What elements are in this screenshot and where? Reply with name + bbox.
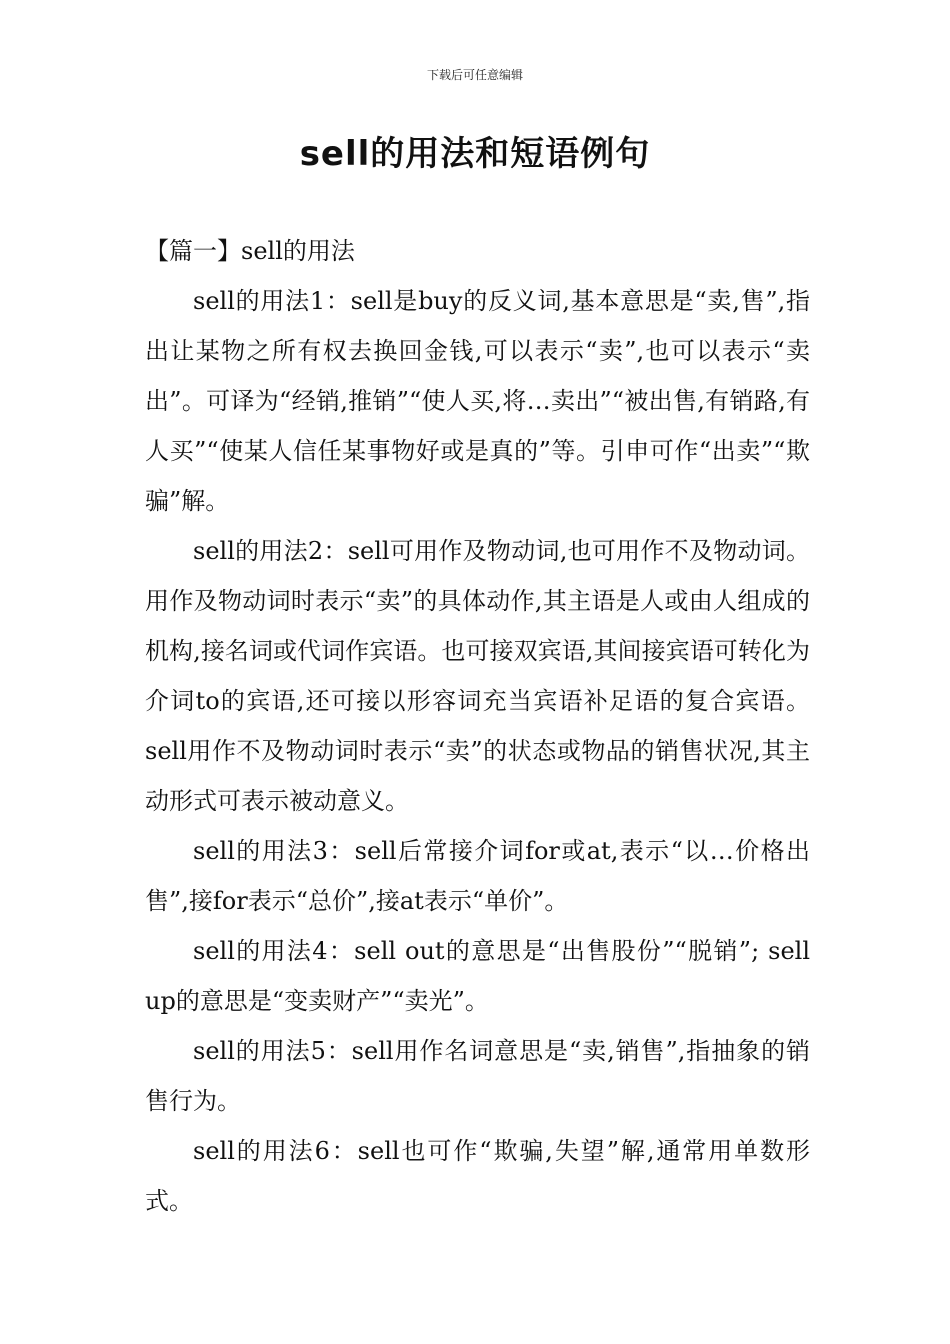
paragraph-usage-4: sell的用法4：sell out的意思是“出售股份”“脱销”; sell up的意思是“变卖财产”“卖光”。 — [145, 937, 810, 1015]
header-note: 下载后可任意编辑 — [426, 68, 523, 82]
paragraph-usage-3: sell的用法3：sell后常接介词for或at,表示“以…价格出售”,接for表示“总价”,接at表示“单价”。 — [145, 837, 810, 915]
paragraph-usage-5: sell的用法5：sell用作名词意思是“卖,销售”,指抽象的销售行为。 — [145, 1037, 810, 1115]
page-title: sell的用法和短语例句 — [299, 134, 651, 174]
document-body — [145, 226, 810, 1226]
section-heading: 【篇一】sell的用法 — [145, 237, 355, 265]
paragraph-usage-1: sell的用法1：sell是buy的反义词,基本意思是“卖,售”,指出让某物之所有权去换回金钱,可以表示“卖”,也可以表示“卖出”。可译为“经销,推销”“使人买,将…卖出”“被出售,有销路,有人买”“使某人信任某事物好或是真的”等。引申可作“出卖”“欺骗”解。 — [145, 287, 810, 515]
paragraph-usage-6: sell的用法6：sell也可作“欺骗,失望”解,通常用单数形式。 — [145, 1137, 810, 1215]
paragraph-usage-2: sell的用法2：sell可用作及物动词,也可用作不及物动词。用作及物动词时表示“卖”的具体动作,其主语是人或由人组成的机构,接名词或代词作宾语。也可接双宾语,其间接宾语可转化为介词to的宾语,还可接以形容词充当宾语补足语的复合宾语。sell用作不及物动词时表示“卖”的状态或物品的销售状况,其主动形式可表示被动意义。 — [145, 537, 810, 815]
